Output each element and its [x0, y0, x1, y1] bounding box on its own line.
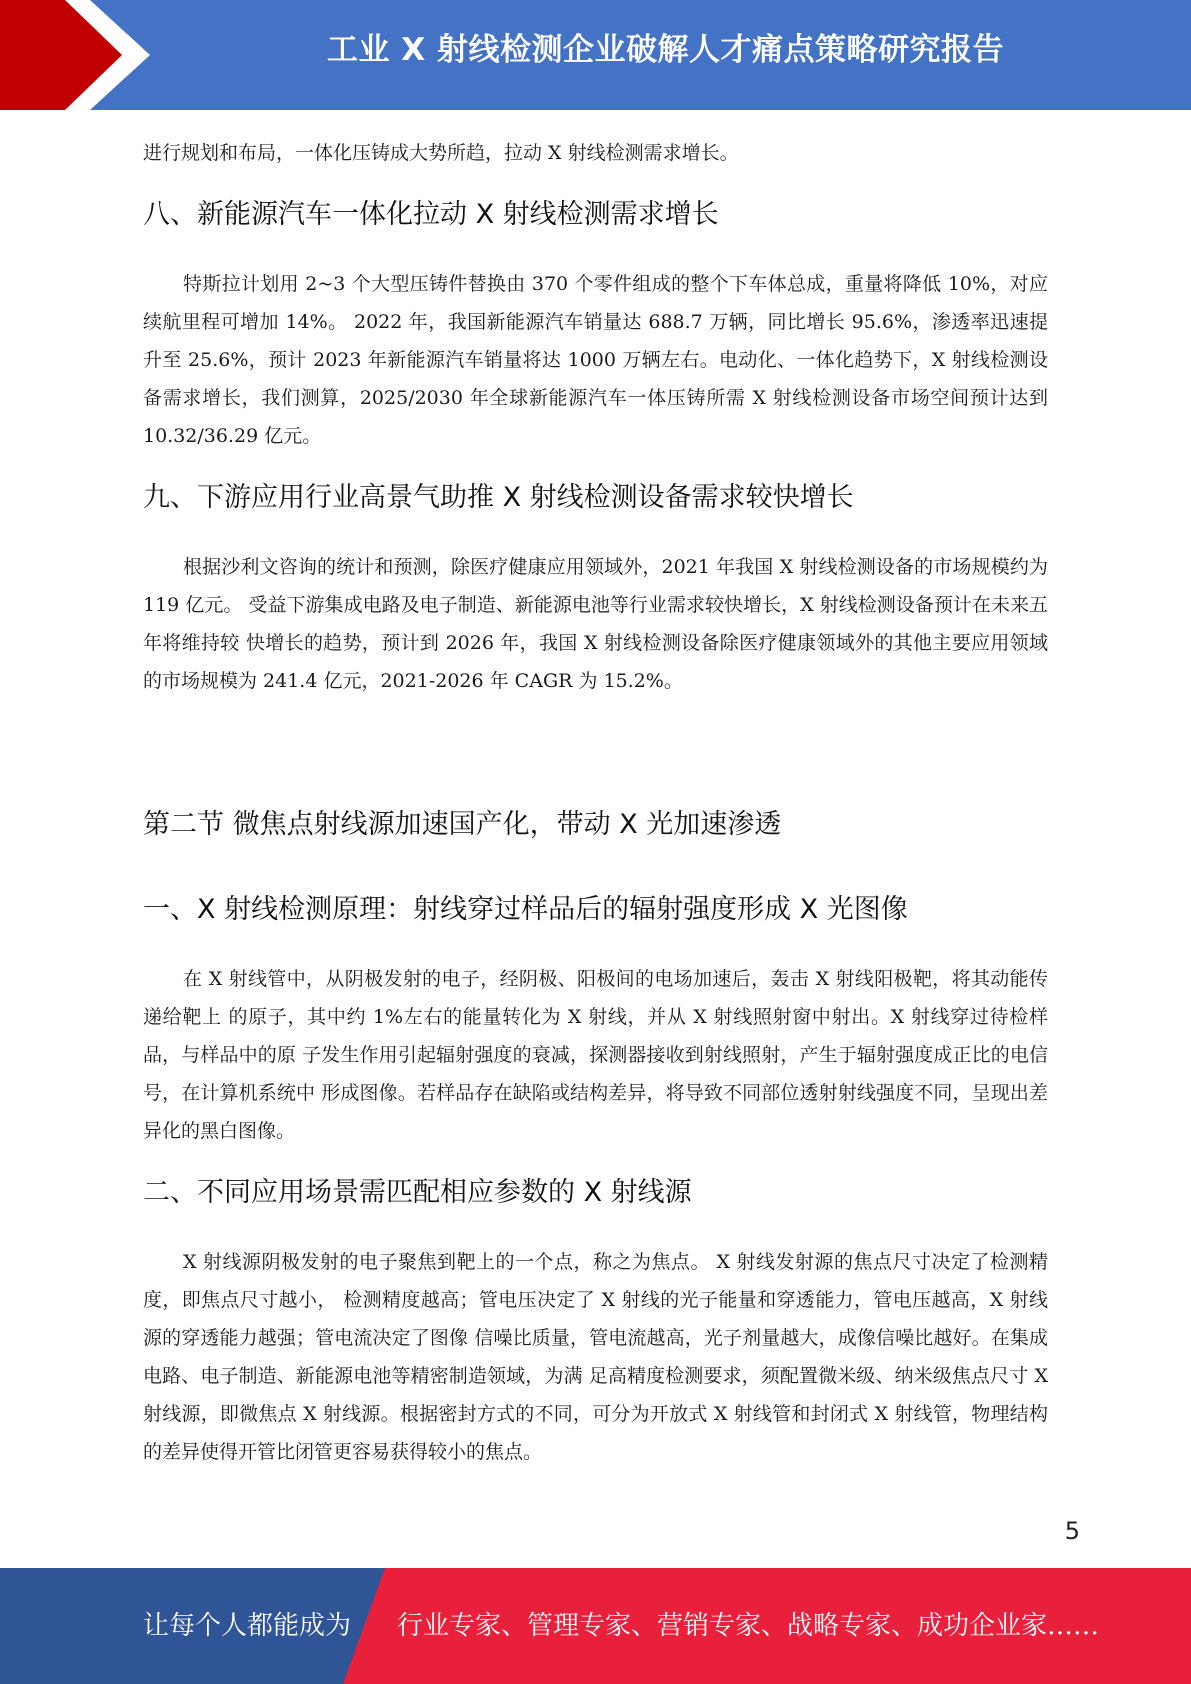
paragraph-continuation: 进行规划和布局，一体化压铸成大势所趋，拉动 X 射线检测需求增长。	[143, 142, 739, 164]
page-footer	[0, 1568, 1191, 1684]
section-heading-8: 八、新能源汽车一体化拉动 X 射线检测需求增长	[143, 199, 719, 230]
section-heading-2: 二、不同应用场景需匹配相应参数的 X 射线源	[143, 1177, 692, 1208]
section-heading-1: 一、X 射线检测原理：射线穿过样品后的辐射强度形成 X 光图像	[143, 894, 908, 925]
footer-slogan-left: 让每个人都能成为	[143, 1611, 352, 1641]
page-number: 5	[1064, 1517, 1080, 1545]
footer-slogan-right: 行业专家、管理专家、营销专家、战略专家、成功企业家……	[397, 1611, 1100, 1641]
report-title: 工业 X 射线检测企业破解人才痛点策略研究报告	[327, 32, 1004, 68]
page-header	[0, 0, 1191, 110]
section-heading-9: 九、下游应用行业高景气助推 X 射线检测设备需求较快增长	[143, 482, 854, 513]
chapter-heading-section-2: 第二节 微焦点射线源加速国产化，带动 X 光加速渗透	[143, 809, 782, 840]
paragraph-new-energy-vehicles: 特斯拉计划用 2~3 个大型压铸件替换由 370 个零件组成的整个下车体总成，重量将降低 10%，对应续航里程可增加 14%。 2022 年，我国新能源汽车销量达 688.7 万辆，同比增长 95.6%，渗透率迅速提升至 25.6%，预计 2023 年新能源汽车销量将达 1000 万辆左右。电动化、一体化趋势下，X 射线检测设备需求增长，我们测算，2025/2030 年全球新能源汽车一体压铸所需 X 射线检测设备市场空间预计达到 10.32/36.29 亿元。	[143, 273, 1048, 447]
paragraph-xray-source-parameters: X 射线源阴极发射的电子聚焦到靶上的一个点，称之为焦点。 X 射线发射源的焦点尺寸决定了检测精度，即焦点尺寸越小， 检测精度越高；管电压决定了 X 射线的光子能量和穿透能力，管电压越高，X 射线源的穿透能力越强；管电流决定了图像 信噪比质量，管电流越高，光子剂量越大，成像信噪比越好。在集成电路、电子制造、新能源电池等精密制造领域，为满 足高精度检测要求，须配置微米级、纳米级焦点尺寸 X 射线源，即微焦点 X 射线源。根据密封方式的不同，可分为开放式 X 射线管和封闭式 X 射线管，物理结构的差异使得开管比闭管更容易获得较小的焦点。	[143, 1251, 1048, 1463]
paragraph-xray-principle: 在 X 射线管中，从阴极发射的电子，经阴极、阳极间的电场加速后，轰击 X 射线阳极靶，将其动能传递给靶上 的原子，其中约 1%左右的能量转化为 X 射线，并从 X 射线照射窗中射出。X 射线穿过待检样品，与样品中的原 子发生作用引起辐射强度的衰减，探测器接收到射线照射，产生于辐射强度成正比的电信号，在计算机系统中 形成图像。若样品存在缺陷或结构差异，将导致不同部位透射射线强度不同，呈现出差异化的黑白图像。	[143, 968, 1048, 1142]
paragraph-downstream-demand: 根据沙利文咨询的统计和预测，除医疗健康应用领域外，2021 年我国 X 射线检测设备的市场规模约为 119 亿元。 受益下游集成电路及电子制造、新能源电池等行业需求较快增长，X 射线检测设备预计在未来五年将维持较 快增长的趋势，预计到 2026 年，我国 X 射线检测设备除医疗健康领域外的其他主要应用领域的市场规模为 241.4 亿元，2021-2026 年 CAGR 为 15.2%。	[143, 556, 1048, 692]
report-body	[143, 134, 1048, 1471]
